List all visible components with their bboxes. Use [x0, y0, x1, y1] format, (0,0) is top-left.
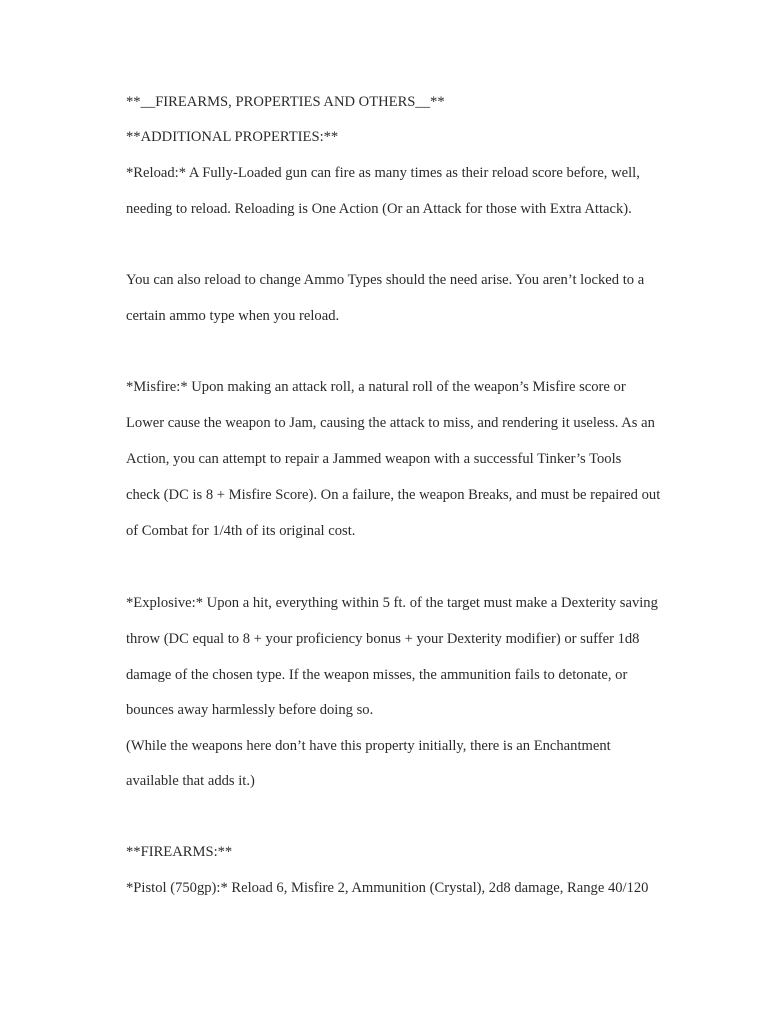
additional-properties-heading: **ADDITIONAL PROPERTIES:** — [126, 129, 339, 145]
explosive-paragraph-line-6: available that adds it.) — [126, 773, 255, 789]
misfire-paragraph-line-4: check (DC is 8 + Misfire Score). On a failure, the weapon Breaks, and must be repaired out — [126, 487, 661, 503]
explosive-paragraph-line-3: damage of the chosen type. If the weapon misses, the ammunition fails to detonate, or — [126, 667, 628, 683]
explosive-paragraph-line-5: (While the weapons here don’t have this property initially, there is an Enchantment — [126, 738, 611, 754]
reload-paragraph-line-3: You can also reload to change Ammo Types should the need arise. You aren’t locked to a — [126, 272, 645, 288]
misfire-paragraph-line-5: of Combat for 1/4th of its original cost. — [126, 523, 356, 539]
firearms-heading: **FIREARMS:** — [126, 844, 233, 860]
explosive-paragraph-line-4: bounces away harmlessly before doing so. — [126, 702, 374, 718]
explosive-paragraph-line-2: throw (DC equal to 8 + your proficiency bonus + your Dexterity modifier) or suffer 1d8 — [126, 631, 640, 647]
reload-paragraph-line-4: certain ammo type when you reload. — [126, 308, 340, 324]
explosive-paragraph-line-1: *Explosive:* Upon a hit, everything within 5 ft. of the target must make a Dexterity saving — [126, 595, 658, 611]
document-heading: **__FIREARMS, PROPERTIES AND OTHERS__** — [126, 94, 445, 110]
reload-paragraph-line-2: needing to reload. Reloading is One Action (Or an Attack for those with Extra Attack). — [126, 201, 632, 217]
misfire-paragraph-line-1: *Misfire:* Upon making an attack roll, a natural roll of the weapon’s Misfire score or — [126, 379, 626, 395]
reload-paragraph-line-1: *Reload:* A Fully-Loaded gun can fire as many times as their reload score before, well, — [126, 165, 640, 181]
misfire-paragraph-line-2: Lower cause the weapon to Jam, causing the attack to miss, and rendering it useless. As an — [126, 415, 655, 431]
pistol-entry: *Pistol (750gp):* Reload 6, Misfire 2, Ammunition (Crystal), 2d8 damage, Range 40/120 — [126, 880, 649, 896]
misfire-paragraph-line-3: Action, you can attempt to repair a Jammed weapon with a successful Tinker’s Tools — [126, 451, 622, 467]
